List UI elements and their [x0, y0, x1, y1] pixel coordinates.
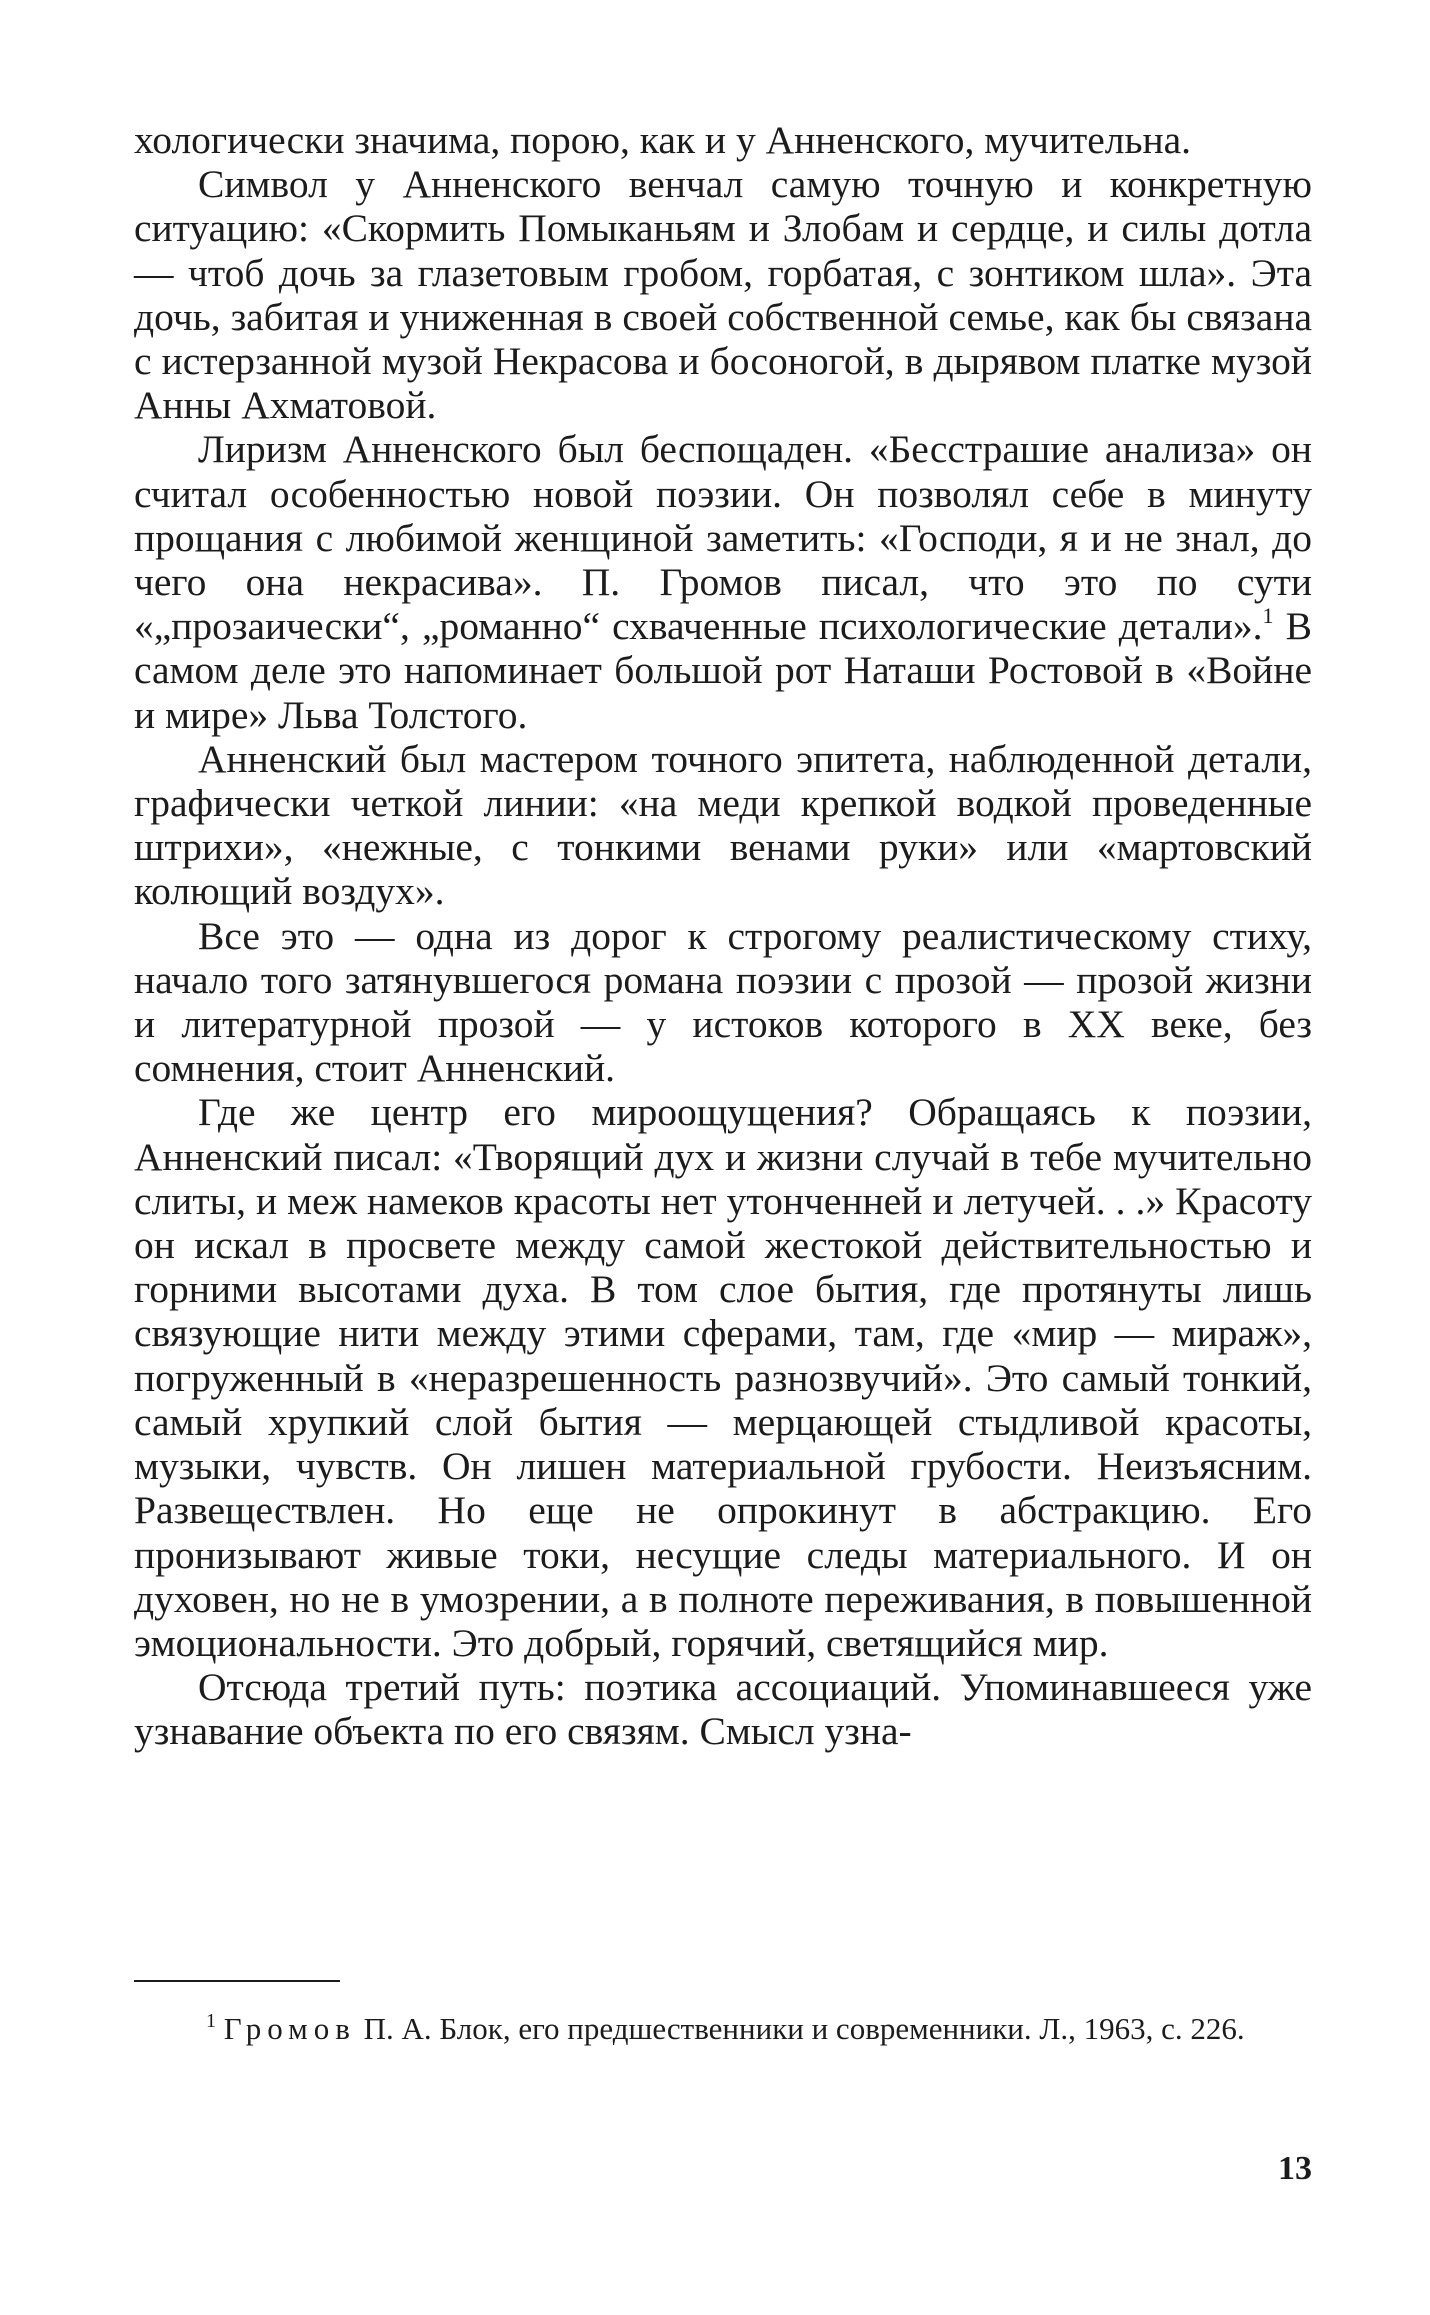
paragraph-lyricism — [134, 427, 1312, 736]
paragraph-realism: Все это — одна из дорог к строгому реалистическому стиху, начало того затянувшегося романа поэзии с прозой — прозой жизни и литературной прозой — у истоков которого в XX веке, без сомнения, стоит Анненский. — [134, 913, 1312, 1091]
paragraph-lyricism-tail: В самом деле это напоминает большой рот Наташи Ростовой в «Войне и мире» Льва Толстого. — [134, 604, 1312, 737]
paragraph-worldview: Где же центр его мироощущения? Обращаясь к поэзии, Анненский писал: «Творящий дух и жизни случай в тебе мучительно слиты, и меж намеков красоты нет утонченней и летучей. . .» Красоту он искал в просвете между самой жестокой действительностью и горними высотами духа. В том слое бытия, где протянуты лишь связующие нити между этими сферами, там, где «мир — мираж», погруженный в «неразрешенность разнозвучий». Это самый тонкий, самый хрупкий слой бытия — мерцающей стыдливой красоты, музыки, чувств. Он лишен материальной грубости. Неизъясним. Развеществлен. Но еще не опрокинут в абстракцию. Его пронизывают живые токи, несущие следы материального. И он духовен, но не в умозрении, а в полноте переживания, в повышенной эмоциональности. Это добрый, горячий, светящийся мир. — [134, 1090, 1312, 1665]
paragraph-associations: Отсюда третий путь: поэтика ассоциаций. Упоминавшееся уже узнавание объекта по его связям. Смысл узна- — [134, 1665, 1312, 1754]
footnote-author: Громов — [223, 2011, 356, 2046]
paragraph-epithet: Анненский был мастером точного эпитета, наблюденной детали, графически четкой линии: «на меди крепкой водкой проведенные штрихи», «нежные, с тонкими венами руки» или «мартовский колющий воздух». — [134, 736, 1312, 914]
paragraph-symbol: Символ у Анненского венчал самую точную и конкретную ситуацию: «Скормить Помыканьям и Злобам и сердце, и силы дотла — чтоб дочь за глазетовым гробом, горбатая, с зонтиком шла». Эта дочь, забитая и униженная в своей собственной семье, как бы связана с истерзанной музой Некрасова и босоногой, в дырявом платке музой Анны Ахматовой. — [134, 162, 1312, 428]
page-number: 13 — [1278, 2150, 1312, 2187]
paragraph-lyricism-text: Лиризм Анненского был беспощаден. «Бесстрашие анализа» он считал особенностью новой поэзии. Он позволял себе в минуту прощания с любимой женщиной заметить: «Господи, я и не знал, до чего она некрасива». П. Громов писал, что это по сути «„прозаически“, „романно“ схваченные психологические детали». — [134, 427, 1312, 649]
footnote-number: 1 — [206, 2010, 216, 2032]
paragraph-continued: хологически значима, порою, как и у Анненского, мучительна. — [134, 118, 1192, 162]
footnote-reference[interactable]: 1 — [1262, 603, 1274, 629]
footnote — [134, 2010, 1312, 2048]
page-body — [134, 118, 1312, 1754]
footnote-divider — [134, 1980, 340, 1982]
footnote-text: П. А. Блок, его предшественники и современники. Л., 1963, с. 226. — [355, 2011, 1245, 2046]
